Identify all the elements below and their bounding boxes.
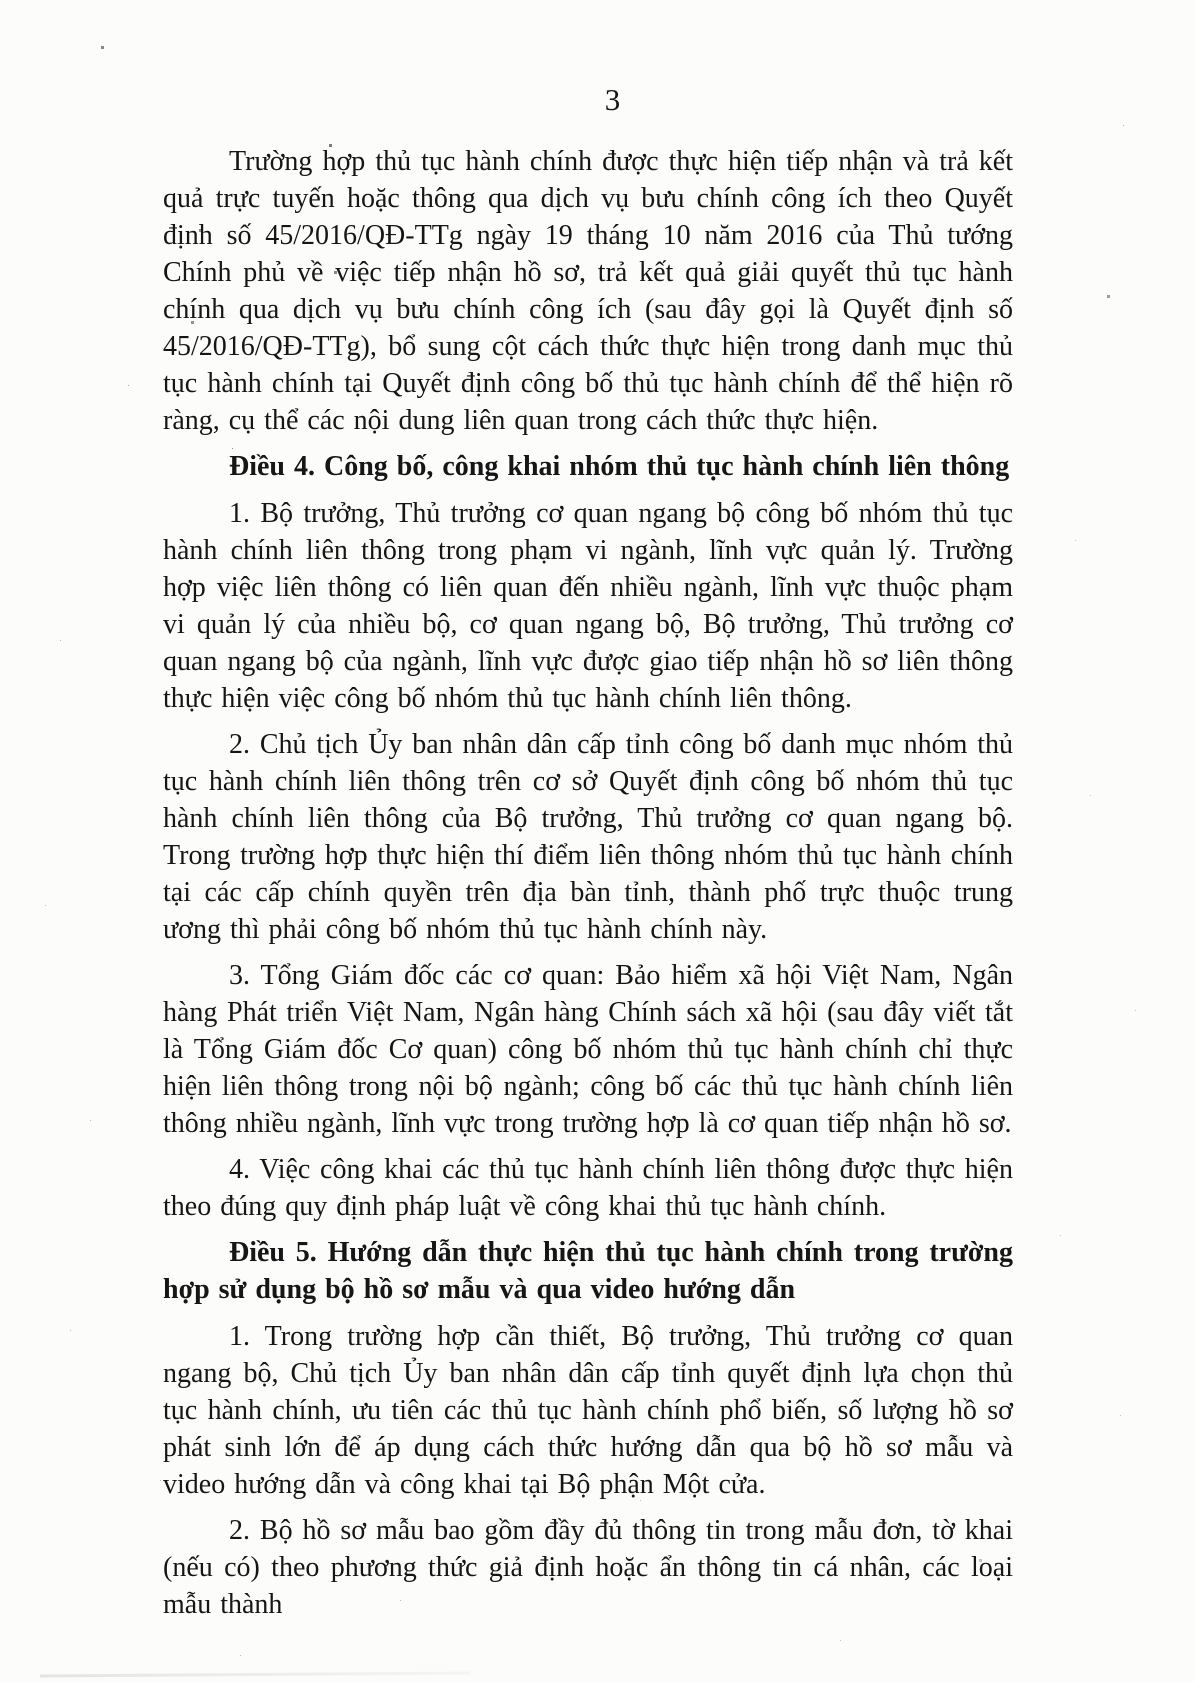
document-body [163,143,1013,1632]
paragraph-dieu4-clause-2: 2. Chủ tịch Ủy ban nhân dân cấp tỉnh công bố danh mục nhóm thủ tục hành chính liên thông trên cơ sở Quyết định công bố nhóm thủ tục hành chính liên thông của Bộ trưởng, Thủ trưởng cơ quan ngang bộ. Trong trường hợp thực hiện thí điểm liên thông nhóm thủ tục hành chính tại các cấp chính quyền trên địa bàn tỉnh, thành phố trực thuộc trung ương thì phải công bố nhóm thủ tục hành chính này. [163,729,1013,945]
scan-noise-speckles [0,0,1,1]
paragraph-dieu4-clause-4: 4. Việc công khai các thủ tục hành chính liên thông được thực hiện theo đúng quy định pháp luật về công khai thủ tục hành chính. [163,1154,1013,1222]
section-heading-dieu-4: Điều 4. Công bố, công khai nhóm thủ tục hành chính liên thông [229,451,1010,482]
section-heading-dieu-5: Điều 5. Hướng dẫn thực hiện thủ tục hành chính trong trường hợp sử dụng bộ hồ sơ mẫu và qua video hướng dẫn [163,1237,1013,1305]
paragraph-intro: Trường hợp thủ tục hành chính được thực hiện tiếp nhận và trả kết quả trực tuyến hoặc thông qua dịch vụ bưu chính công ích theo Quyết định số 45/2016/QĐ-TTg ngày 19 tháng 10 năm 2016 của Thủ tướng Chính phủ về việc tiếp nhận hồ sơ, trả kết quả giải quyết thủ tục hành chính qua dịch vụ bưu chính công ích (sau đây gọi là Quyết định số 45/2016/QĐ-TTg), bổ sung cột cách thức thực hiện trong danh mục thủ tục hành chính tại Quyết định công bố thủ tục hành chính để thể hiện rõ ràng, cụ thể các nội dung liên quan trong cách thức thực hiện. [163,146,1013,436]
paragraph-dieu4-clause-1: 1. Bộ trưởng, Thủ trưởng cơ quan ngang bộ công bố nhóm thủ tục hành chính liên thông trong phạm vi ngành, lĩnh vực quản lý. Trường hợp việc liên thông có liên quan đến nhiều ngành, lĩnh vực thuộc phạm vi quản lý của nhiều bộ, cơ quan ngang bộ, Bộ trưởng, Thủ trưởng cơ quan ngang bộ của ngành, lĩnh vực được giao tiếp nhận hồ sơ liên thông thực hiện việc công bố nhóm thủ tục hành chính liên thông. [163,498,1013,714]
paragraph-dieu5-clause-2: 2. Bộ hồ sơ mẫu bao gồm đầy đủ thông tin trong mẫu đơn, tờ khai (nếu có) theo phương thức giả định hoặc ẩn thông tin cá nhân, các loại mẫu thành [163,1515,1013,1620]
page-number: 3 [604,82,622,117]
paragraph-dieu5-clause-1: 1. Trong trường hợp cần thiết, Bộ trưởng, Thủ trưởng cơ quan ngang bộ, Chủ tịch Ủy ban nhân dân cấp tỉnh quyết định lựa chọn thủ tục hành chính, ưu tiên các thủ tục hành chính phổ biến, số lượng hồ sơ phát sinh lớn để áp dụng cách thức hướng dẫn qua bộ hồ sơ mẫu và video hướng dẫn và công khai tại Bộ phận Một cửa. [163,1321,1013,1500]
paragraph-dieu4-clause-3: 3. Tổng Giám đốc các cơ quan: Bảo hiểm xã hội Việt Nam, Ngân hàng Phát triển Việt Nam, Ngân hàng Chính sách xã hội (sau đây viết tắt là Tổng Giám đốc Cơ quan) công bố nhóm thủ tục hành chính chỉ thực hiện liên thông trong nội bộ ngành; công bố các thủ tục hành chính liên thông nhiều ngành, lĩnh vực trong trường hợp là cơ quan tiếp nhận hồ sơ. [163,960,1013,1139]
scan-smudge [40,1671,470,1677]
